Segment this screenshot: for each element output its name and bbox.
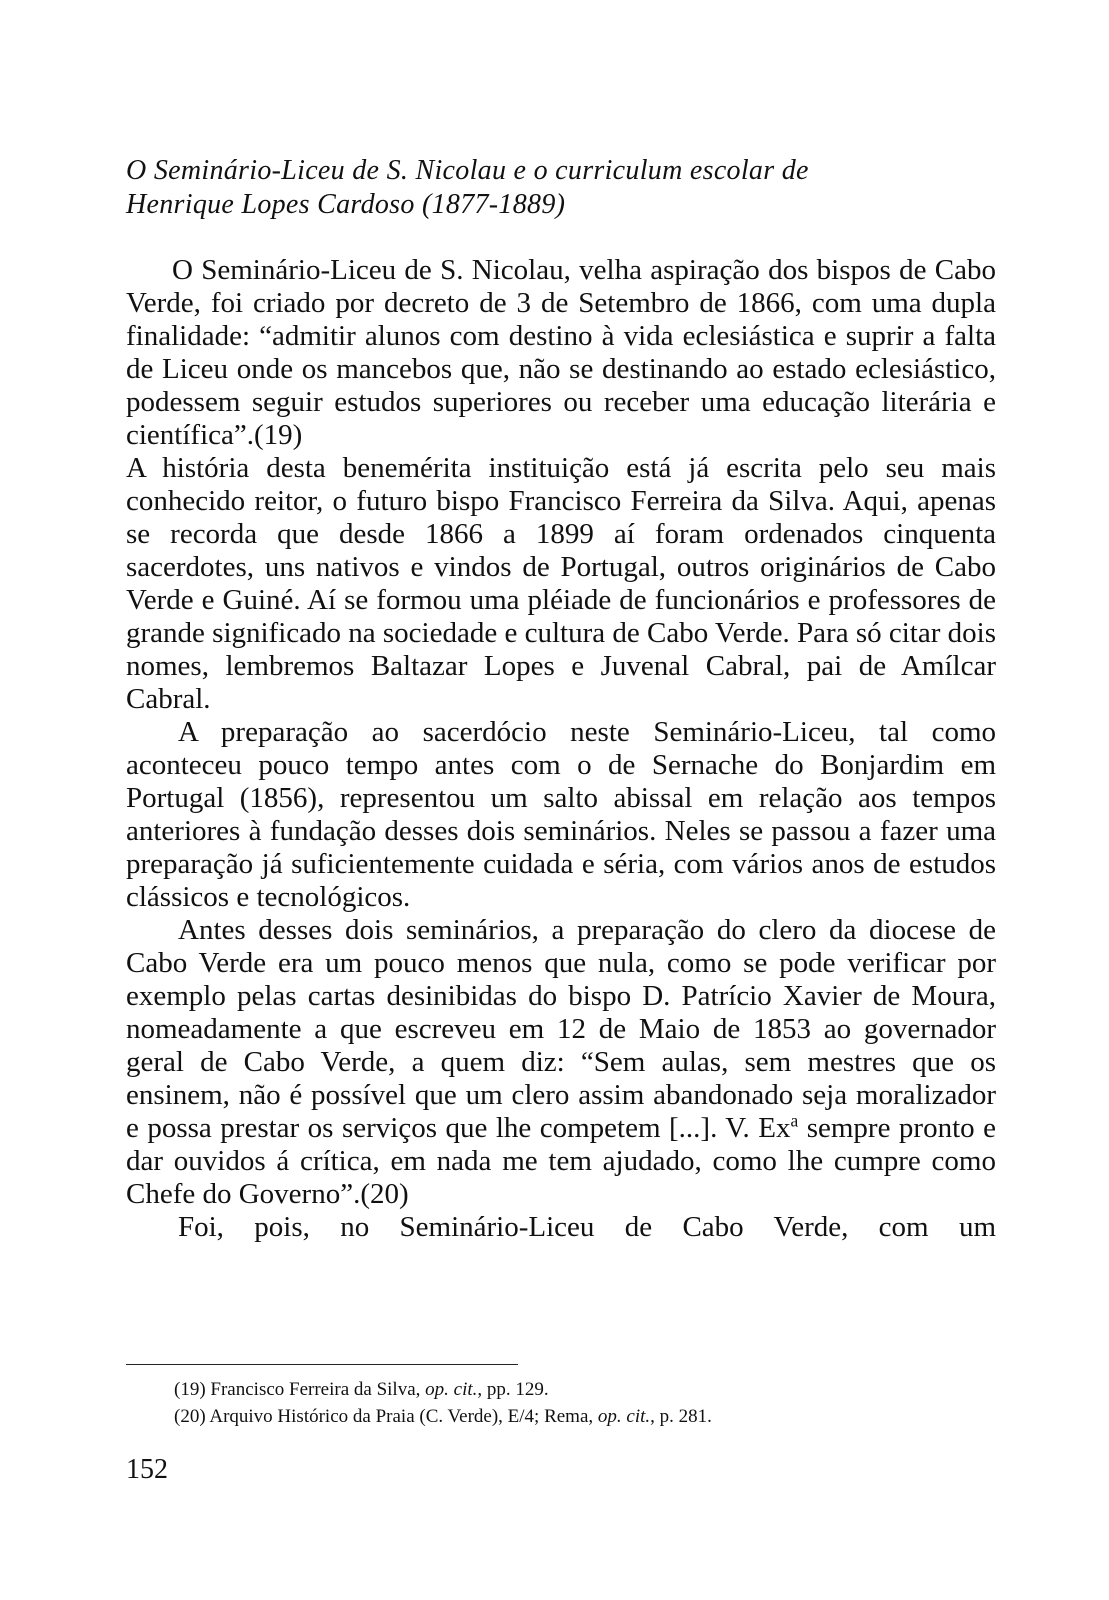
superscript-a: a: [790, 1110, 799, 1131]
section-title-line-1: O Seminário-Liceu de S. Nicolau e o curriculum escolar de: [126, 155, 809, 186]
paragraph-2: [126, 452, 996, 716]
paragraph-5-text: Foi, pois, no Seminário-Liceu de Cabo Verde, com um: [178, 1211, 996, 1243]
section-title-line-2: Henrique Lopes Cardoso (1877-1889): [126, 189, 566, 220]
footnote-20-text: Arquivo Histórico da Praia (C. Verde), E/4; Rema,: [209, 1406, 598, 1427]
paragraph-1: [126, 254, 996, 452]
paragraph-5: [126, 1211, 996, 1244]
paragraph-1-text: O Seminário-Liceu de S. Nicolau, velha aspiração dos bispos de Cabo Verde, foi criado por decreto de 3 de Setembro de 1866, com uma dupla finalidade: “admitir alunos com destino à vida eclesiástica e suprir a falta de Liceu onde os mancebos que, não se destinando ao estado eclesiástico, podessem seguir estudos superiores ou receber uma educação literária e científica”.: [126, 254, 996, 451]
footnote-20-marker: (20): [174, 1406, 206, 1427]
footnotes: [174, 1376, 994, 1430]
footnote-ref-19: (19): [254, 419, 303, 451]
footnote-20: [174, 1403, 994, 1430]
paragraph-2-text: A história desta benemérita instituição está já escrita pelo seu mais conhecido reitor, o futuro bispo Francisco Ferreira da Silva. Aqui, apenas se recorda que desde 1866 a 1899 aí foram ordenados cinquenta sacerdotes, uns nativos e vindos de Portugal, outros originários de Cabo Verde e Guiné. Aí se formou uma pléiade de funcionários e professores de grande significado na sociedade e cultura de Cabo Verde. Para só citar dois nomes, lembremos Baltazar Lopes e Juvenal Cabral, pai de Amílcar Cabral.: [126, 452, 996, 715]
footnote-ref-20: (20): [360, 1178, 409, 1210]
footnote-20-pages: , p. 281.: [650, 1406, 712, 1427]
section-title: [126, 154, 996, 222]
paragraph-4-text-a: Antes desses dois seminários, a preparação do clero da diocese de Cabo Verde era um pouco menos que nula, como se pode verificar por exemplo pelas cartas desinibidas do bispo D. Patrício Xavier de Moura, nomeadamente a que escreveu em 12 de Maio de 1853 ao governador geral de Cabo Verde, a quem diz: “Sem aulas, sem mestres que os ensinem, não é possível que um clero assim abandonado seja moralizador e possa prestar os serviços que lhe competem [...]. V. Ex: [126, 914, 996, 1144]
paragraph-3: [126, 716, 996, 914]
footnote-19-author: Francisco Ferreira da Silva,: [210, 1379, 426, 1400]
footnote-19: [174, 1376, 994, 1403]
body-text: [126, 254, 996, 1244]
page-number: 152: [126, 1454, 168, 1485]
footnote-divider: [126, 1364, 518, 1365]
paragraph-4: [126, 914, 996, 1211]
paragraph-3-text: A preparação ao sacerdócio neste Seminário-Liceu, tal como aconteceu pouco tempo antes com o de Sernache do Bonjardim em Portugal (1856), representou um salto abissal em relação aos tempos anteriores à fundação desses dois seminários. Neles se passou a fazer uma preparação já suficientemente cuidada e séria, com vários anos de estudos clássicos e tecnológicos.: [126, 716, 996, 913]
footnote-20-opcit: op. cit.: [597, 1406, 651, 1427]
footnote-19-pages: , pp. 129.: [477, 1379, 549, 1400]
paragraph-4-text-b: sempre pronto e dar ouvidos á crítica, em nada me tem ajudado, como lhe cumpre como Chefe do Governo”.: [126, 1112, 996, 1210]
footnote-19-marker: (19): [174, 1379, 206, 1400]
footnote-19-opcit: op. cit.: [425, 1379, 478, 1400]
